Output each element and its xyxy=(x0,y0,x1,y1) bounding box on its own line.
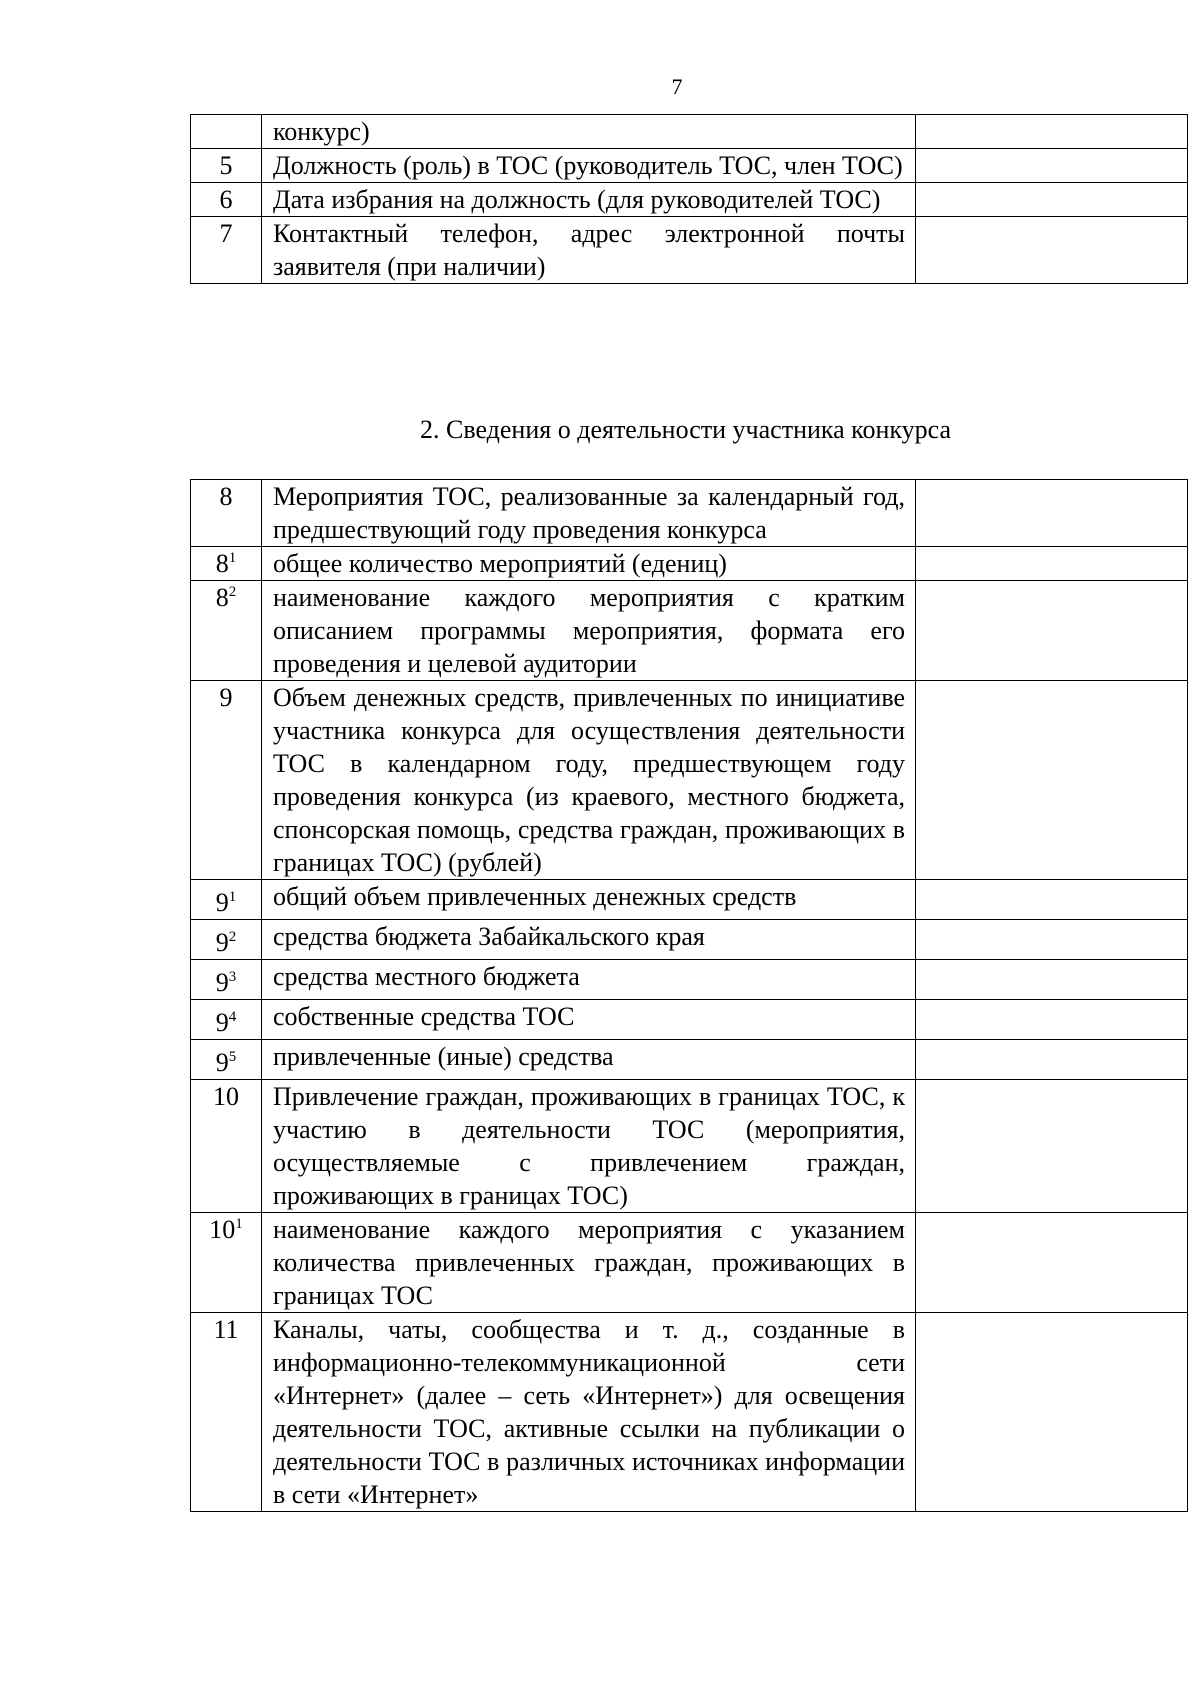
table-row xyxy=(191,1213,1188,1313)
table-row xyxy=(191,217,1188,284)
row-value-cell[interactable] xyxy=(916,681,1188,880)
row-description: Должность (роль) в ТОС (руководитель ТОС, член ТОС) xyxy=(262,149,916,183)
row-number: 10 xyxy=(191,1080,262,1213)
activity-info-table xyxy=(190,479,1188,1512)
row-description: конкурс) xyxy=(262,115,916,149)
row-number xyxy=(191,115,262,149)
row-number: $9^2$ xyxy=(191,920,262,960)
row-description: Дата избрания на должность (для руководителей ТОС) xyxy=(262,183,916,217)
row-description: собственные средства ТОС xyxy=(262,1000,916,1040)
row-description: Привлечение граждан, проживающих в границах ТОС, к участию в деятельности ТОС (мероприятия, осуществляемые с привлечением граждан, проживающих в границах ТОС) xyxy=(262,1080,916,1213)
row-description: Контактный телефон, адрес электронной почты заявителя (при наличии) xyxy=(262,217,916,284)
row-value-cell[interactable] xyxy=(916,1213,1188,1313)
table-row xyxy=(191,149,1188,183)
table-row xyxy=(191,547,1188,581)
applicant-info-table xyxy=(190,114,1188,284)
table-row xyxy=(191,480,1188,547)
row-number: $9^1$ xyxy=(191,880,262,920)
row-value-cell[interactable] xyxy=(916,1313,1188,1512)
table-row xyxy=(191,115,1188,149)
row-number: 9 xyxy=(191,681,262,880)
row-description: средства бюджета Забайкальского края xyxy=(262,920,916,960)
row-value-cell[interactable] xyxy=(916,920,1188,960)
row-description: общий объем привлеченных денежных средств xyxy=(262,880,916,920)
row-value-cell[interactable] xyxy=(916,149,1188,183)
section-heading: 2. Сведения о деятельности участника конкурса xyxy=(420,415,952,444)
table-row xyxy=(191,183,1188,217)
row-value-cell[interactable] xyxy=(916,183,1188,217)
row-number: $8^1$ xyxy=(191,547,262,581)
table-row xyxy=(191,681,1188,880)
table-row xyxy=(191,1000,1188,1040)
row-description: Мероприятия ТОС, реализованные за календарный год, предшествующий году проведения конкурса xyxy=(262,480,916,547)
row-value-cell[interactable] xyxy=(916,547,1188,581)
row-description: наименование каждого мероприятия с указанием количества привлеченных граждан, проживающих в границах ТОС xyxy=(262,1213,916,1313)
row-value-cell[interactable] xyxy=(916,1080,1188,1213)
table-row xyxy=(191,1040,1188,1080)
row-description: привлеченные (иные) средства xyxy=(262,1040,916,1080)
row-value-cell[interactable] xyxy=(916,480,1188,547)
row-number: 5 xyxy=(191,149,262,183)
table-row xyxy=(191,1313,1188,1512)
table-row xyxy=(191,880,1188,920)
row-description: средства местного бюджета xyxy=(262,960,916,1000)
row-number: 6 xyxy=(191,183,262,217)
table-row xyxy=(191,960,1188,1000)
row-number: $8^2$ xyxy=(191,581,262,681)
row-value-cell[interactable] xyxy=(916,115,1188,149)
row-description: наименование каждого мероприятия с кратким описанием программы мероприятия, формата его проведения и целевой аудитории xyxy=(262,581,916,681)
row-number: $9^4$ xyxy=(191,1000,262,1040)
row-description: общее количество мероприятий (едениц) xyxy=(262,547,916,581)
row-number: $9^5$ xyxy=(191,1040,262,1080)
row-value-cell[interactable] xyxy=(916,1000,1188,1040)
row-value-cell[interactable] xyxy=(916,960,1188,1000)
page-number: 7 xyxy=(671,74,683,99)
row-value-cell[interactable] xyxy=(916,217,1188,284)
row-description: Каналы, чаты, сообщества и т. д., созданные в информационно-телекоммуникационной сети «Интернет» (далее – сеть «Интернет») для освещения деятельности ТОС, активные ссылки на публикации о деятельности ТОС в различных источниках информации в сети «Интернет» xyxy=(262,1313,916,1512)
row-value-cell[interactable] xyxy=(916,1040,1188,1080)
table-row xyxy=(191,581,1188,681)
table-row xyxy=(191,920,1188,960)
row-value-cell[interactable] xyxy=(916,880,1188,920)
row-number: $10^1$ xyxy=(191,1213,262,1313)
row-number: 11 xyxy=(191,1313,262,1512)
table-row xyxy=(191,1080,1188,1213)
row-description: Объем денежных средств, привлеченных по инициативе участника конкурса для осуществления деятельности ТОС в календарном году, предшествующем году проведения конкурса (из краевого, местного бюджета, спонсорская помощь, средства граждан, проживающих в границах ТОС) (рублей) xyxy=(262,681,916,880)
row-number: 7 xyxy=(191,217,262,284)
row-value-cell[interactable] xyxy=(916,581,1188,681)
row-number: 8 xyxy=(191,480,262,547)
row-number: $9^3$ xyxy=(191,960,262,1000)
